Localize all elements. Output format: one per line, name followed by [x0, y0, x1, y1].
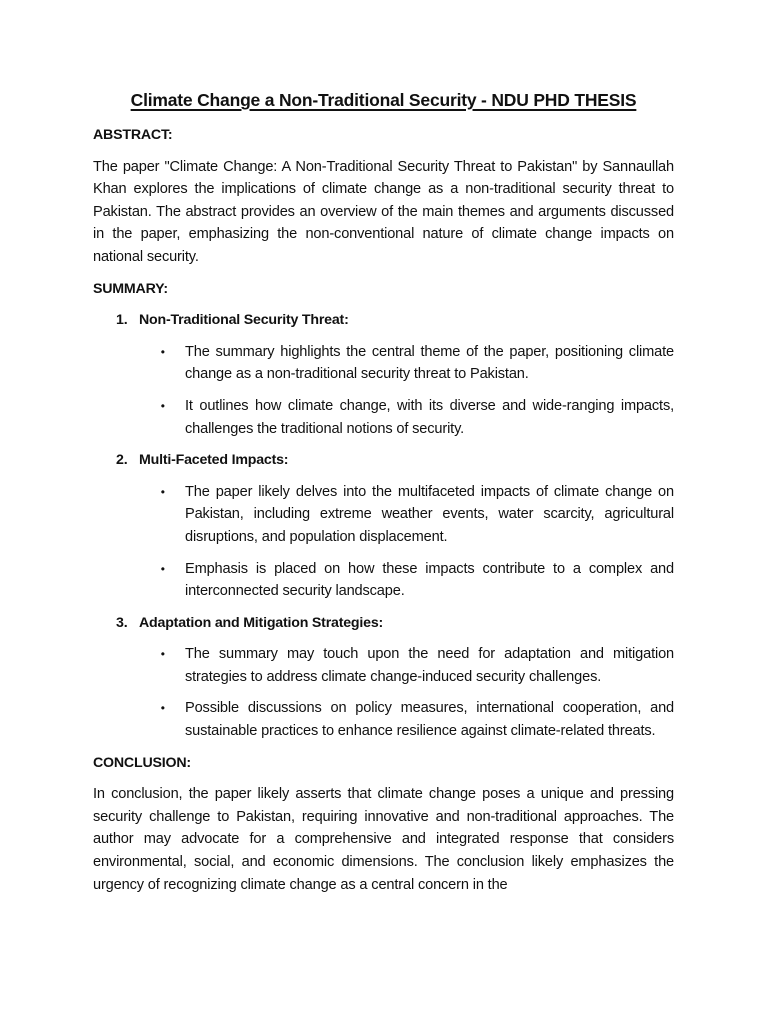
list-item	[93, 481, 674, 549]
bullet-text: The summary may touch upon the need for adaptation and mitigation strategies to address climate change-induced security challenges.	[185, 646, 674, 685]
summary-item-heading	[116, 309, 674, 332]
conclusion-heading: CONCLUSION:	[93, 754, 191, 771]
document-title: Climate Change a Non-Traditional Security - NDU PHD THESIS	[130, 90, 637, 110]
bullet-text: Emphasis is placed on how these impacts contribute to a complex and interconnected security landscape.	[185, 560, 674, 600]
bullet-text: The paper likely delves into the multifaceted impacts of climate change on Pakistan, including extreme weather events, water scarcity, agricultural disruptions, and population displacement.	[185, 483, 674, 545]
summary-item-2	[93, 449, 674, 603]
summary-item-1	[93, 309, 674, 440]
list-item	[93, 395, 674, 440]
item-title: Multi-Faceted Impacts:	[139, 452, 289, 469]
summary-heading: SUMMARY:	[93, 280, 168, 297]
bullet-text: It outlines how climate change, with its diverse and wide-ranging impacts, challenges the traditional notions of security.	[185, 397, 674, 437]
item-title: Adaptation and Mitigation Strategies:	[139, 614, 384, 631]
bullet-icon: •	[160, 484, 165, 499]
conclusion-paragraph: In conclusion, the paper likely asserts that climate change poses a unique and pressing security challenge to Pakistan, requiring innovative and non-traditional approaches. The author may advocate for a comprehensive and integrated response that considers environmental, social, and economic dimensions. The conclusion likely emphasizes the urgency of recognizing climate change as a central concern in the	[93, 786, 674, 893]
abstract-paragraph: The paper "Climate Change: A Non-Traditional Security Threat to Pakistan" by Sannaullah Khan explores the implications of climate change as a non-traditional security threat to Pakistan. The abstract provides an overview of the main themes and arguments discussed in the paper, emphasizing the non-conventional nature of climate change impacts on national security.	[93, 158, 674, 265]
list-item	[93, 558, 674, 603]
list-item	[93, 697, 674, 742]
bullet-icon: •	[160, 398, 165, 413]
summary-item-heading	[116, 612, 674, 635]
summary-item-3	[93, 612, 674, 743]
abstract-heading: ABSTRACT:	[93, 127, 173, 143]
item-number: 2.	[116, 452, 128, 469]
item-number: 3.	[116, 614, 128, 631]
bullet-icon: •	[160, 561, 165, 576]
bullet-list	[93, 643, 674, 742]
bullet-list	[93, 341, 674, 440]
summary-item-heading	[116, 449, 674, 472]
bullet-text: The summary highlights the central theme of the paper, positioning climate change as a non-traditional security threat to Pakistan.	[185, 343, 674, 383]
bullet-list	[93, 481, 674, 603]
list-item	[93, 341, 674, 386]
bullet-icon: •	[160, 701, 165, 716]
item-number: 1.	[116, 312, 128, 329]
list-item	[93, 643, 674, 688]
bullet-icon: •	[160, 647, 165, 662]
bullet-icon: •	[160, 344, 165, 359]
document-page	[93, 88, 674, 905]
item-title: Non-Traditional Security Threat:	[139, 312, 349, 329]
bullet-text: Possible discussions on policy measures, international cooperation, and sustainable practices to enhance resilience against climate-related threats.	[185, 700, 674, 740]
